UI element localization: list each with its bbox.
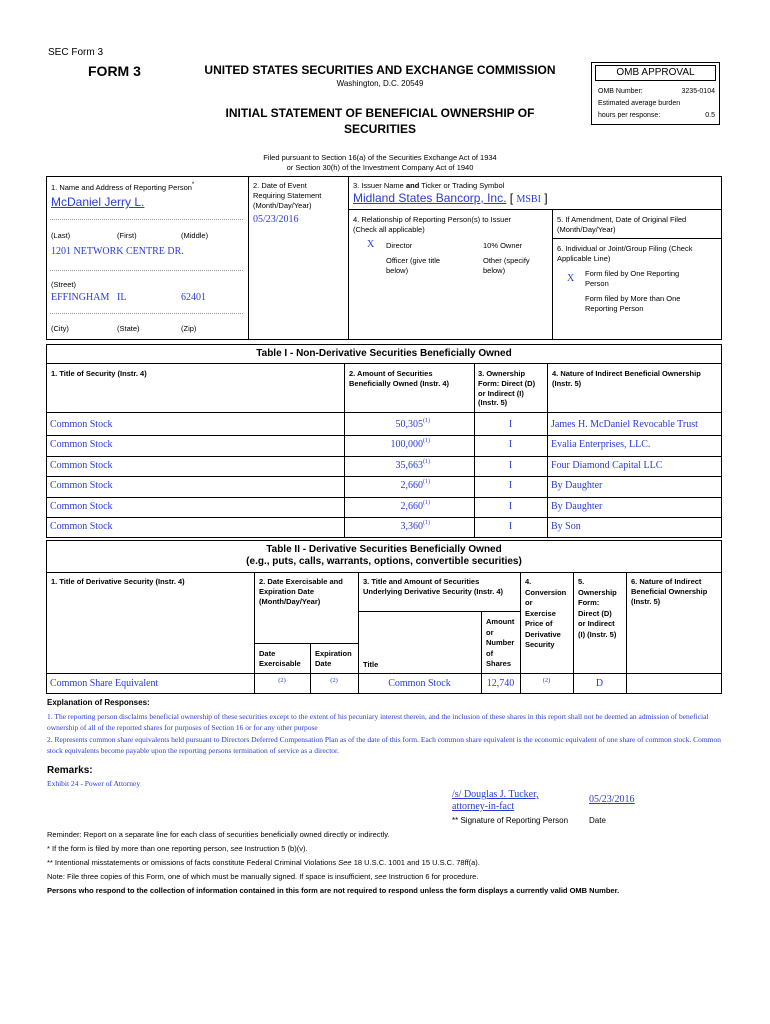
t2-sub-title: Title [363,660,379,669]
director-check[interactable]: X [367,239,375,250]
omb-hours-value: 0.5 [705,112,715,119]
t2-row-underlying: Common Stock [388,678,451,689]
t1-row5-form: I [508,501,513,512]
t1-row6-nature: By Son [551,521,581,532]
t1-row4-amount: 2,660$^{(1)}$ [400,479,430,491]
t1-row6-amount: 3,360$^{(1)}$ [400,520,430,532]
filed-by-more-label: Form filed by More than One Reporting Person [585,294,681,313]
sec-form-label: SEC Form 3 [48,47,104,58]
issuer-name-link[interactable]: Midland States Bancorp, Inc. [353,191,507,205]
ten-pct-owner-label: 10% Owner [483,241,523,250]
t2-sub-date-exercisable: Date Exercisable [259,649,301,668]
t1-row1-form: I [508,419,513,430]
event-date-label: 2. Date of Event Requiring Statement (Month/Day/Year) [253,181,322,210]
t1-row6-title: Common Stock [50,521,113,532]
t2-row-exercisable: (2) [278,677,286,684]
state-value: IL [117,292,127,303]
filed-by-one-check[interactable]: X [567,273,575,284]
middle-label: (Middle) [181,231,209,240]
t1-row2-nature: Evalia Enterprises, LLC. [551,439,651,450]
table-1-title: Table I - Non-Derivative Securities Beneficially Owned [256,348,512,359]
omb-hours-label: hours per response: [598,112,661,119]
t2-col-conversion: 4. Conversion or Exercise Price of Derivative Security [525,577,567,649]
table-2-title-2: (e.g., puts, calls, warrants, options, convertible securities) [246,556,522,567]
t1-row3-title: Common Stock [50,460,113,471]
director-label: Director [386,241,413,250]
reminder-note: Reminder: Report on a separate line for each class of securities beneficially owned directly or indirectly. [47,830,390,839]
filed-pursuant-1: Filed pursuant to Section 16(a) of the Securities Exchange Act of 1934 [263,153,497,162]
filed-pursuant-2: or Section 30(h) of the Investment Company Act of 1940 [286,163,474,172]
commission-title: UNITED STATES SECURITIES AND EXCHANGE COMMISSION [204,63,556,77]
footnote-1: 1. The reporting person disclaims beneficial ownership of these securities except to the extent of his pecuniary interest therein, and the inclusion of these shares in this report shall not be deemed an admission of beneficial ownership of all of the reported shares for purposes of Section 16 or for any other purpose [47,712,709,732]
t2-row-price: (2) [542,677,551,684]
t2-col-nature: 6. Nature of Indirect Beneficial Ownership (Instr. 5) [631,577,708,606]
other-label: Other (specify below) [483,256,530,275]
relationship-label: 4. Relationship of Reporting Person(s) to Issuer (Check all applicable) [353,215,511,234]
omb-number-value: 3235-0104 [681,88,715,95]
t1-col-amount: 2. Amount of Securities Beneficially Owned (Instr. 4) [349,369,450,388]
t1-row5-title: Common Stock [50,501,113,512]
city-label: (City) [51,324,69,333]
reporter-label: 1. Name and Address of Reporting Person* [51,182,195,192]
state-label: (State) [117,324,140,333]
t1-row4-title: Common Stock [50,480,113,491]
signature-label: ** Signature of Reporting Person [452,816,569,825]
t1-row3-amount: 35,663$^{(1)}$ [395,459,430,471]
t1-row2-title: Common Stock [50,439,113,450]
omb-number-label: OMB Number: [598,88,643,95]
note-three-copies: Note: File three copies of this Form, one of which must be manually signed. If space is insufficient, see Instruction 6 for procedure. [47,872,479,881]
t1-row4-form: I [508,480,513,491]
t1-col-ownership: 3. Ownership Form: Direct (D) or Indirect (I) (Instr. 5) [478,369,536,408]
t2-sub-amount: Amount or Number of Shares [486,617,515,668]
t2-col-dates: 2. Date Exercisable and Expiration Date (Month/Day/Year) [259,577,343,606]
omb-burden-label: Estimated average burden [598,100,681,107]
form-title-line1: INITIAL STATEMENT OF BENEFICIAL OWNERSHIP OF [225,106,535,120]
t1-row5-nature: By Daughter [551,501,603,512]
t2-row-form: D [595,678,604,689]
t2-col-title: 1. Title of Derivative Security (Instr. 4) [51,577,185,586]
t1-row2-amount: 100,000$^{(1)}$ [390,438,430,450]
officer-label: Officer (give title below) [386,256,441,275]
table-2-title-1: Table II - Derivative Securities Beneficially Owned [266,544,502,555]
reporter-name[interactable]: McDaniel Jerry L. [51,195,145,209]
zip-label: (Zip) [181,324,197,333]
city-value: EFFINGHAM [51,292,110,303]
zip-value: 62401 [181,292,206,303]
t1-row4-nature: By Daughter [551,480,603,491]
filing-type-label: 6. Individual or Joint/Group Filing (Check Applicable Line) [557,244,693,263]
issuer-ticker: MSBI [516,194,541,205]
t1-row2-form: I [508,439,513,450]
t1-col-title: 1. Title of Security (Instr. 4) [51,369,147,378]
t1-row5-amount: 2,660$^{(1)}$ [400,500,430,512]
t2-col-ownership: 5. Ownership Form: Direct (D) or Indirect (I) (Instr. 5) [578,577,617,639]
issuer-name-row: Midland States Bancorp, Inc. [ MSBI ] [353,191,548,205]
t1-row1-amount: 50,305$^{(1)}$ [395,418,430,430]
t1-col-nature: 4. Nature of Indirect Beneficial Ownership (Instr. 5) [552,369,701,388]
date-label: Date [589,816,606,825]
t2-row-expiration: (2) [330,677,338,684]
explanation-heading: Explanation of Responses: [47,698,150,707]
remarks-heading: Remarks: [47,765,93,776]
t2-sub-expiration: Expiration Date [315,649,352,668]
signature-date: 05/23/2016 [589,794,635,805]
note-misstatements: ** Intentional misstatements or omissions of facts constitute Federal Criminal Violations See 18 U.S.C. 1001 and 15 U.S.C. 78ff(a). [47,858,480,867]
last-label: (Last) [51,231,71,240]
filed-by-one-label: Form filed by One Reporting Person [585,269,680,288]
first-label: (First) [117,231,137,240]
remarks-text: Exhibit 24 - Power of Attorney [47,779,141,788]
t1-row6-form: I [508,521,513,532]
street-label: (Street) [51,280,77,289]
form-number: FORM 3 [88,63,141,79]
signature: /s/ Douglas J. Tucker, attorney-in-fact [452,789,539,812]
note-multiple-persons: * If the form is filed by more than one reporting person, see Instruction 5 (b)(v). [47,844,308,853]
issuer-label: 3. Issuer Name and Ticker or Trading Symbol [353,181,505,190]
t2-col-underlying: 3. Title and Amount of Securities Underlying Derivative Security (Instr. 4) [363,577,504,596]
t2-row-title: Common Share Equivalent [50,678,159,689]
street-value: 1201 NETWORK CENTRE DR. [51,246,184,257]
t1-row1-title: Common Stock [50,419,113,430]
event-date-value: 05/23/2016 [253,214,299,225]
note-omb-number: Persons who respond to the collection of information contained in this form are not required to respond unless the form displays a currently valid OMB Number. [47,886,620,895]
omb-approval-title: OMB APPROVAL [595,65,716,81]
form-title-line2: SECURITIES [343,122,416,136]
t1-row3-nature: Four Diamond Capital LLC [551,460,663,471]
commission-city: Washington, D.C. 20549 [336,79,424,88]
amendment-label: 5. If Amendment, Date of Original Filed (Month/Day/Year) [557,215,687,234]
t1-row1-nature: James H. McDaniel Revocable Trust [551,419,698,430]
t2-row-shares: 12,740 [486,678,515,689]
t1-row3-form: I [508,460,513,471]
footnote-2: 2. Represents common share equivalents held pursuant to Directors Deferred Compensation Plan as of the date of this form. Each common share equivalent is the economic equivalent of one share of common stock. Common stock equivalents become payable upon the reporting persons termination of service as a director. [47,735,721,755]
